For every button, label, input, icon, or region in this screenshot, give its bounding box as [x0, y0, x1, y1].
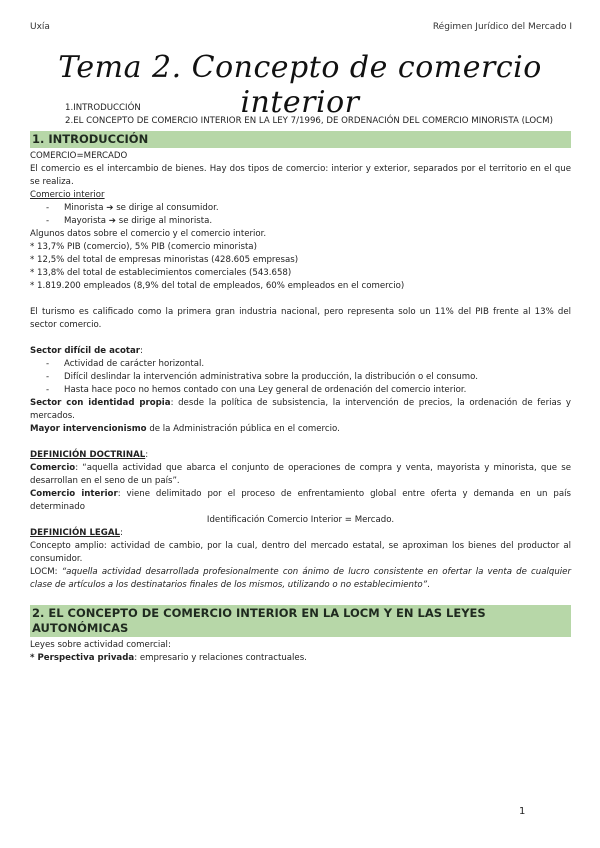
identificacion-line: Identificación Comercio Interior = Mercado. [206, 515, 395, 525]
comercio-definition [30, 462, 571, 488]
document-body [30, 102, 571, 665]
comercio-text: : “aquella actividad que abarca el conjunto de operaciones de compra y venta, mayorista y minorista, que se desarrollan en el seno de un país”. [30, 463, 571, 486]
intro-paragraph: El comercio es el intercambio de bienes. Hay dos tipos de comercio: interior y exterior, separados por el territorio en el que se realiza. [30, 164, 571, 187]
dato-line: * 12,5% del total de empresas minoristas (428.605 empresas) [30, 255, 299, 265]
leyes-line: Leyes sobre actividad comercial: [30, 640, 171, 650]
perspectiva-text: : empresario y relaciones contractuales. [134, 653, 307, 663]
dato-line: * 13,7% PIB (comercio), 5% PIB (comercio minorista) [30, 242, 257, 252]
ci-definition [30, 488, 571, 514]
list-item: - Mayorista ➔ se dirige al minorista. [30, 215, 571, 228]
perspectiva-line [30, 652, 571, 665]
toc-item-2: 2.EL CONCEPTO DE COMERCIO INTERIOR EN LA LEY 7/1996, DE ORDENACIÓN DEL COMERCIO MINORISTA (LOCM) [65, 116, 553, 126]
list-item-text: Difícil deslindar la intervención administrativa sobre la producción, la distribución o el consumo. [64, 372, 478, 382]
list-item-text: Mayorista ➔ se dirige al minorista. [64, 216, 213, 226]
section-heading-1: 1. INTRODUCCIÓN [30, 131, 571, 148]
dato-line: * 13,8% del total de establecimientos comerciales (543.658) [30, 268, 292, 278]
turismo-paragraph: El turismo es calificado como la primera gran industria nacional, pero representa solo un 11% del PIB frente al 13% del sector comercio. [30, 307, 571, 330]
def-doctrinal-line: DEFINICIÓN DOCTRINAL: [30, 450, 149, 460]
ci-label: Comercio interior [30, 489, 118, 499]
list-item: - Minorista ➔ se dirige al consumidor. [30, 202, 571, 215]
datos-intro: Algunos datos sobre el comercio y el comercio interior. [30, 229, 267, 239]
identidad-paragraph [30, 397, 571, 423]
list-item-text: Minorista ➔ se dirige al consumidor. [64, 203, 219, 213]
page-title: Tema 2. Concepto de comercio interior [58, 50, 542, 120]
toc-item-1: 1.INTRODUCCIÓN [65, 103, 141, 113]
comercio-label: Comercio [30, 463, 76, 473]
page-number: 1 [519, 806, 526, 817]
list-item: - Difícil deslindar la intervención administrativa sobre la producción, la distribución o el consumo. [30, 371, 571, 384]
list-item-text: Hasta hace poco no hemos contado con una Ley general de ordenación del comercio interior. [64, 385, 467, 395]
intervencionismo-line [30, 423, 571, 436]
def-legal-label: DEFINICIÓN LEGAL [30, 528, 120, 538]
locm-end: . [427, 580, 430, 590]
list-item: - Hasta hace poco no hemos contado con una Ley general de ordenación del comercio interior. [30, 384, 571, 397]
header-author: Uxía [30, 22, 50, 32]
intervencionismo-label: Mayor intervencionismo [30, 424, 147, 434]
table-of-contents [30, 102, 571, 128]
sector-dificil-label: Sector difícil de acotar [30, 346, 141, 356]
list-item: - Actividad de carácter horizontal. [30, 358, 571, 371]
def-legal-line: DEFINICIÓN LEGAL: [30, 528, 123, 538]
concepto-amplio-paragraph: Concepto amplio: actividad de cambio, por la cual, dentro del mercado estatal, se aproximan los bienes del productor al consumidor. [30, 541, 571, 564]
def-doctrinal-label: DEFINICIÓN DOCTRINAL [30, 450, 146, 460]
locm-prefix: LOCM: [30, 567, 62, 577]
list-item-text: Actividad de carácter horizontal. [64, 359, 205, 369]
dato-line: * 1.819.200 empleados (8,9% del total de empleados, 60% empleados en el comercio) [30, 281, 405, 291]
header-subject: Régimen Jurídico del Mercado I [432, 22, 572, 32]
intervencionismo-text: de la Administración pública en el comercio. [146, 424, 340, 434]
identidad-label: Sector con identidad propia [30, 398, 171, 408]
identidad-text: : desde la política de subsistencia, la intervención de precios, la ordenación de ferias y mercados. [30, 398, 571, 421]
locm-paragraph [30, 566, 571, 592]
ci-text: : viene delimitado por el proceso de enfrentamiento global entre oferta y demanda en un país determinado [30, 489, 571, 512]
comercio-interior-heading: Comercio interior [30, 190, 105, 200]
comercio-mercado-line: COMERCIO=MERCADO [30, 151, 128, 161]
locm-quote: “aquella actividad desarrollada profesionalmente con ánimo de lucro consistente en ofertar la venta de cualquier clase de artículos a los destinatarios finales de los mismos, utilizando o no establecimiento” [30, 567, 571, 590]
sector-dificil-line: Sector difícil de acotar: [30, 346, 143, 356]
perspectiva-label: * Perspectiva privada [30, 653, 135, 663]
section-heading-2: 2. EL CONCEPTO DE COMERCIO INTERIOR EN LA LOCM Y EN LAS LEYES AUTONÓMICAS [30, 605, 571, 637]
